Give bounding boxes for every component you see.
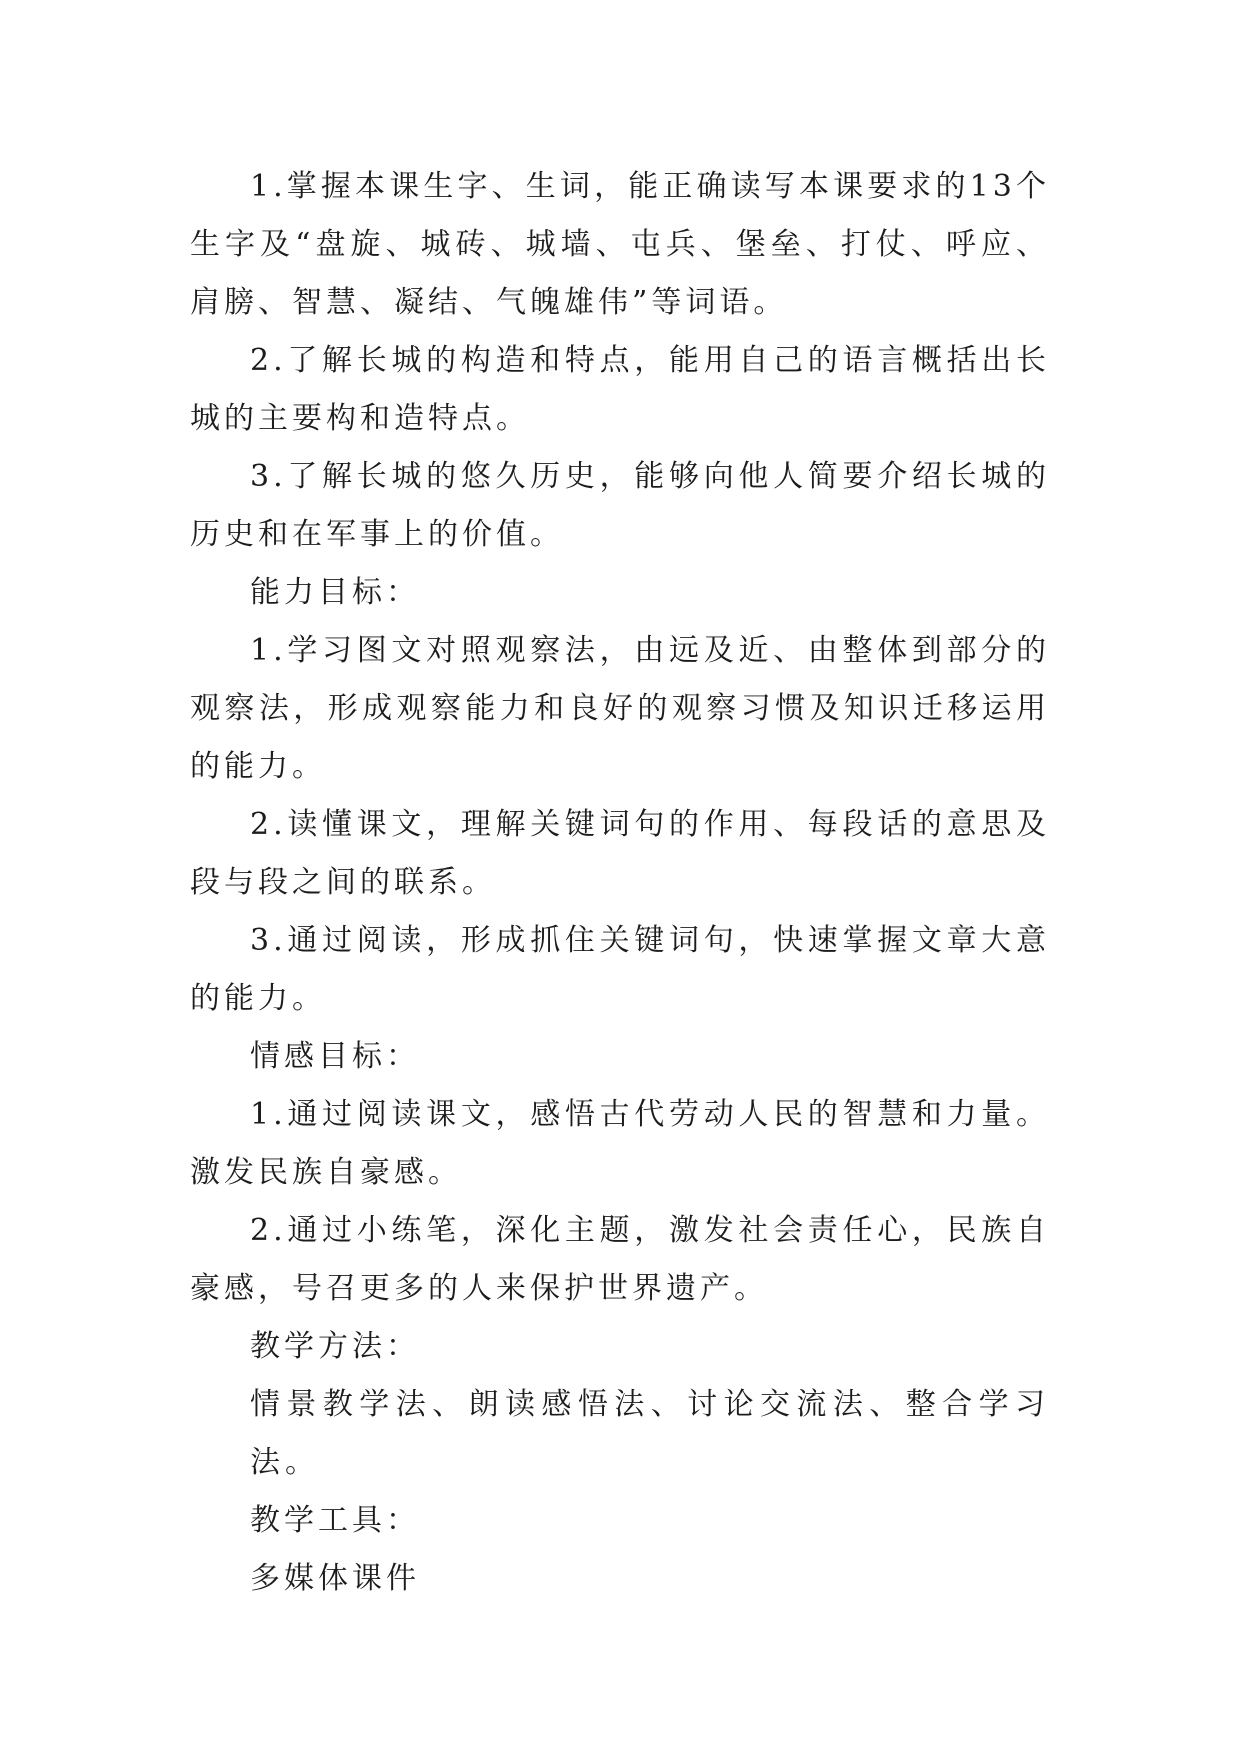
objective-paragraph: 3.了解长城的悠久历史，能够向他人简要介绍长城的历史和在军事上的价值。	[190, 459, 1050, 552]
teaching-methods-text: 情景教学法、朗读感悟法、讨论交流法、整合学习法。	[250, 1387, 1050, 1480]
section-heading: 情感目标：	[250, 1039, 420, 1074]
objective-paragraph: 1.掌握本课生字、生词，能正确读写本课要求的13个生字及“盘旋、城砖、城墙、屯兵、堡垒、打仗、呼应、肩膀、智慧、凝结、气魄雄伟”等词语。	[190, 169, 1050, 320]
objective-paragraph: 1.学习图文对照观察法，由远及近、由整体到部分的观察法，形成观察能力和良好的观察习惯及知识迁移运用的能力。	[190, 633, 1050, 784]
section-heading: 教学方法：	[250, 1329, 420, 1364]
objective-paragraph: 2.读懂课文，理解关键词句的作用、每段话的意思及段与段之间的联系。	[190, 807, 1050, 900]
section-heading: 能力目标：	[250, 575, 420, 610]
objective-paragraph: 3.通过阅读，形成抓住关键词句，快速掌握文章大意的能力。	[190, 923, 1050, 1016]
objective-paragraph: 1.通过阅读课文，感悟古代劳动人民的智慧和力量。激发民族自豪感。	[190, 1097, 1050, 1190]
objective-paragraph: 2.通过小练笔，深化主题，激发社会责任心，民族自豪感，号召更多的人来保护世界遗产。	[190, 1213, 1050, 1306]
objective-paragraph: 2.了解长城的构造和特点，能用自己的语言概括出长城的主要构和造特点。	[190, 343, 1050, 436]
section-heading: 教学工具：	[250, 1503, 420, 1538]
teaching-tools-text: 多媒体课件	[250, 1561, 420, 1596]
document-body	[190, 158, 1050, 1608]
